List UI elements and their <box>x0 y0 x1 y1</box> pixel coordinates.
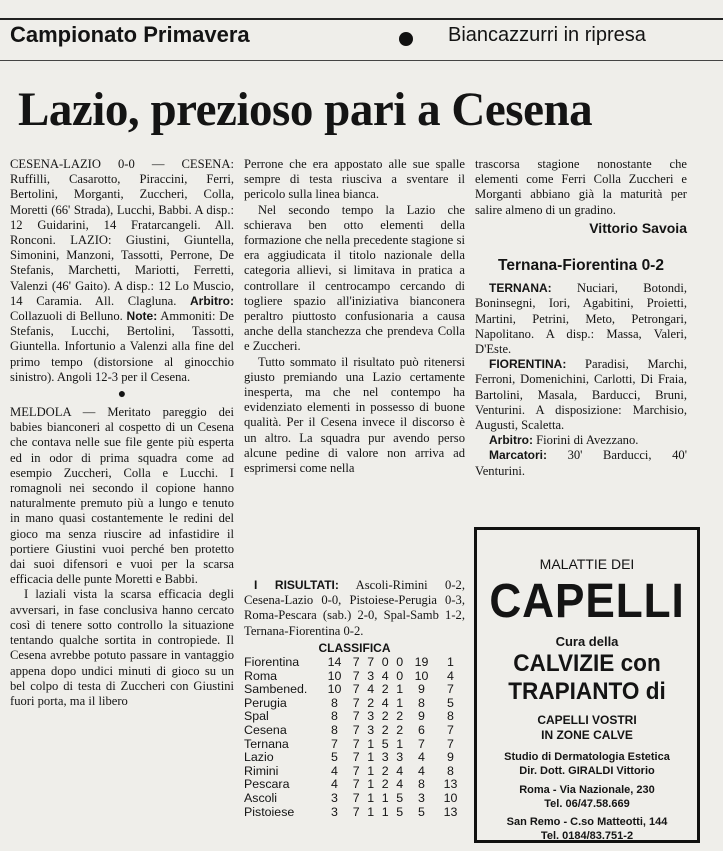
standings-row <box>244 724 465 738</box>
standings-cell-v: 1 <box>367 777 375 792</box>
standings-cell-pts: 3 <box>331 804 338 819</box>
results-box <box>244 578 465 819</box>
standings-cell-v: 1 <box>367 736 375 751</box>
standings-cell-v: 1 <box>367 790 375 805</box>
standings-cell-pts: 7 <box>331 736 338 751</box>
section-topic: Biancazzurri in ripresa <box>448 24 646 46</box>
standings-cell-v: 1 <box>367 750 375 765</box>
standings-cell-gf: 6 <box>418 722 425 737</box>
column-3 <box>475 157 687 479</box>
standings-row <box>244 778 465 792</box>
standings-cell-gs: 13 <box>443 777 458 792</box>
standings-cell-team: Lazio <box>244 750 274 765</box>
ad-line: San Remo - C.so Matteotti, 144 <box>506 816 668 828</box>
standings-cell-pts: 5 <box>331 750 338 765</box>
scorers-line: Marcatori: 30' Barducci, 40' Venturini. <box>475 448 687 478</box>
standings-row <box>244 710 465 724</box>
standings-row <box>244 656 465 670</box>
headline: Lazio, prezioso pari a Cesena <box>18 83 593 136</box>
standings-cell-pts: 3 <box>331 790 338 805</box>
standings-row <box>244 670 465 684</box>
standings-cell-p: 5 <box>396 790 404 805</box>
standings-cell-gs: 7 <box>447 682 454 697</box>
ad-line: Studio di Dermatologia Estetica <box>504 751 670 763</box>
match-lineup: CESENA-LAZIO 0-0 — CESENA: Ruffilli, Casarotto, Piraccini, Ferri, Bertolini, Morganti, Zuccheri, Colla, Moretti (66' Strada), Lucchi, Babbi. A disp.: 12 Guidarini, 14 Fratarcangeli. All. Ronconi. LAZIO: Giustini, Giuntella, Simonini, Manzoni, Tassotti, Perrone, De Stefanis, Marchetti, Mariotti, Ferretti, Valenzi (46' Gaito). A disp.: 12 Lo Muscio, 14 Caramia. All. Clagluna. Arbitro: Collazuoli di Belluno. Note: Ammoniti: De Stefanis, Lucchi, Bertolini, Tassotti, Giuntella. Infortunio a Valenzi alla fine del primo tempo (distorsione al ginocchio sinistro). Angoli 12-3 per il Cesena. <box>10 157 234 384</box>
standings-cell-pts: 4 <box>331 777 338 792</box>
standings-cell-p: 2 <box>396 709 404 724</box>
standings-cell-n: 0 <box>381 655 389 670</box>
standings-cell-p: 4 <box>396 777 404 792</box>
standings-cell-n: 2 <box>381 763 389 778</box>
standings-cell-team: Sambened. <box>244 682 308 697</box>
ad-line: Cura della <box>555 634 619 649</box>
standings-cell-n: 2 <box>381 682 389 697</box>
ad-line: Roma - Via Nazionale, 230 <box>519 784 655 796</box>
standings-cell-pts: 14 <box>327 655 342 670</box>
fiorentina-lineup: FIORENTINA: Paradisi, Marchi, Ferroni, Domenichini, Carlotti, Di Fraia, Bartolini, Masala, Barducci, Bruni, Venturini. A disposizione: Marchisio, Augusti, Scaletta. <box>475 357 687 433</box>
bullet-dot-icon <box>399 32 413 46</box>
standings-cell-n: 3 <box>381 750 389 765</box>
standings-cell-n: 4 <box>381 668 389 683</box>
standings-cell-g: 7 <box>352 763 360 778</box>
standings-cell-pts: 8 <box>331 709 338 724</box>
ad-line: MALATTIE DEI <box>539 556 635 572</box>
standings-cell-n: 2 <box>381 777 389 792</box>
standings-cell-p: 4 <box>396 763 404 778</box>
standings-row <box>244 765 465 779</box>
standings-row <box>244 683 465 697</box>
standings-cell-gf: 10 <box>414 668 429 683</box>
article-paragraph: Perrone che era appostato alle sue spalle sempre di testa riusciva a sventare il pericolo sulla linea bianca. <box>244 157 465 202</box>
standings-cell-p: 1 <box>396 736 404 751</box>
standings-row <box>244 792 465 806</box>
standings-cell-gf: 4 <box>418 750 425 765</box>
standings-cell-g: 7 <box>352 668 360 683</box>
standings-cell-gs: 8 <box>447 763 454 778</box>
standings-cell-v: 4 <box>367 682 375 697</box>
standings-cell-team: Rimini <box>244 763 279 778</box>
standings-cell-g: 7 <box>352 790 360 805</box>
standings-cell-p: 2 <box>396 722 404 737</box>
standings-cell-g: 7 <box>352 777 360 792</box>
standings-cell-v: 2 <box>367 695 375 710</box>
ad-title: CAPELLI <box>489 575 685 628</box>
ad-line: CAPELLI VOSTRI <box>537 713 637 727</box>
standings-cell-gs: 8 <box>447 709 454 724</box>
separator-bullet-icon: ● <box>117 387 127 403</box>
standings-cell-p: 0 <box>396 655 404 670</box>
standings-cell-pts: 10 <box>327 668 342 683</box>
standings-cell-gs: 9 <box>447 750 454 765</box>
article-paragraph: trascorsa stagione nonostante che elementi come Ferri Colla Zuccheri e Morganti abbiano già la maturità per salire almeno di un gradino. <box>475 157 687 217</box>
standings-cell-team: Roma <box>244 668 278 683</box>
ternana-lineup: TERNANA: Nuciari, Botondi, Boninsegni, Iori, Agabitini, Proietti, Martini, Petrini, Meto, Petrongari, Napolitano. A disp.: Massa, Valeri, D'Este. <box>475 281 687 357</box>
standings-cell-pts: 10 <box>327 682 342 697</box>
standings-cell-v: 3 <box>367 709 375 724</box>
standings-cell-gs: 10 <box>443 790 458 805</box>
standings-cell-gs: 1 <box>447 655 454 670</box>
standings-cell-gf: 7 <box>418 736 425 751</box>
standings-row <box>244 806 465 820</box>
standings-cell-team: Ascoli <box>244 790 278 805</box>
standings-cell-gf: 3 <box>418 790 425 805</box>
standings-cell-n: 1 <box>381 790 389 805</box>
standings-cell-p: 1 <box>396 695 404 710</box>
ad-line: TRAPIANTO di <box>508 678 666 705</box>
standings-row <box>244 738 465 752</box>
column-2 <box>244 157 465 476</box>
standings-cell-gf: 5 <box>418 804 425 819</box>
article-paragraph: MELDOLA — Meritato pareggio dei babies bianconeri al cospetto di un Cesena che contava nelle sue file gente più esperta ed in odor di prima squadra come ad esempio Zuccheri, Colla e Lucchi. I romagnoli nei secondo il copione hanno naturalmente premuto più a lungo e tenuto in mano quasi costantemente le redini del gioco ma senza riuscire ad infastidire il portiere Giustini vuoi perché ben protetto dai suoi difensori e vuoi per la scarsa efficacia delle punte Moretti e Babbi. <box>10 405 234 587</box>
ad-line: CALVIZIE con <box>513 650 661 677</box>
standings-cell-pts: 4 <box>331 763 338 778</box>
standings-cell-g: 7 <box>352 736 360 751</box>
article-paragraph: I laziali vista la scarsa efficacia degli avversari, in fase conclusiva hanno cercato così di tenere sotto controllo la situazione tentando qualche sortita in contropiede. Il Cesena avrebbe potuto passare in vantaggio appena dopo undici minuti di gioco su un bel colpo di testa di Zuccheri con Giustini fuori porta, ma il libero <box>10 587 234 708</box>
standings-cell-team: Perugia <box>244 695 287 710</box>
standings-cell-team: Ternana <box>244 736 289 751</box>
standings-cell-g: 7 <box>352 682 360 697</box>
standings-cell-n: 2 <box>381 709 389 724</box>
standings-cell-pts: 8 <box>331 695 338 710</box>
standings-cell-p: 5 <box>396 804 404 819</box>
standings-cell-v: 1 <box>367 804 375 819</box>
advertisement <box>474 527 700 843</box>
standings-cell-v: 1 <box>367 763 375 778</box>
standings-cell-p: 3 <box>396 750 404 765</box>
match-subhead: Ternana-Fiorentina 0-2 <box>498 257 664 275</box>
ad-line: IN ZONE CALVE <box>541 728 633 742</box>
standings-cell-gs: 5 <box>447 695 454 710</box>
standings-title: CLASSIFICA <box>318 640 391 655</box>
standings-cell-n: 1 <box>381 804 389 819</box>
referee-line: Arbitro: Fiorini di Avezzano. <box>489 433 639 448</box>
standings-row <box>244 751 465 765</box>
standings-cell-v: 7 <box>367 655 375 670</box>
standings-cell-n: 5 <box>381 736 389 751</box>
standings-cell-g: 7 <box>352 695 360 710</box>
standings-cell-gs: 7 <box>447 736 454 751</box>
byline: Vittorio Savoia <box>589 219 687 236</box>
standings-cell-team: Pistoiese <box>244 804 295 819</box>
ad-line: Tel. 0184/83.751-2 <box>540 830 634 842</box>
standings-cell-v: 3 <box>367 668 375 683</box>
standings-cell-gf: 19 <box>414 655 429 670</box>
article-paragraph: Nel secondo tempo la Lazio che schierava ben otto elementi della formazione che nella precedente stagione si era aggiudicata il titolo nazionale della categoria allievi, si limitava in pratica a controllare il centrocampo cercando di togliere spazio all'iniziativa bianconera peraltro piuttosto confusionaria a causa anche della stanchezza che prendeva Colla e Zuccheri. <box>244 202 465 354</box>
standings-cell-team: Pescara <box>244 777 290 792</box>
standings-cell-g: 7 <box>352 722 360 737</box>
section-kicker: Campionato Primavera <box>10 22 250 47</box>
standings-cell-gf: 8 <box>418 777 425 792</box>
standings-cell-gs: 7 <box>447 722 454 737</box>
standings-cell-gf: 4 <box>418 763 425 778</box>
results-text: I RISULTATI: Ascoli-Rimini 0-2, Cesena-Lazio 0-0, Pistoiese-Perugia 0-3, Roma-Pescara (sab.) 2-0, Spal-Samb 1-2, Ternana-Fiorentina 0-2. <box>244 578 465 638</box>
standings-cell-team: Fiorentina <box>244 655 300 670</box>
standings-cell-g: 7 <box>352 750 360 765</box>
standings-cell-gf: 9 <box>418 682 425 697</box>
standings-cell-gs: 13 <box>443 804 458 819</box>
column-1 <box>10 157 234 709</box>
standings-cell-p: 0 <box>396 668 404 683</box>
standings-cell-n: 4 <box>381 695 389 710</box>
standings-cell-pts: 8 <box>331 722 338 737</box>
standings-cell-gf: 9 <box>418 709 425 724</box>
ad-line: Tel. 06/47.58.669 <box>544 798 630 810</box>
standings-cell-v: 3 <box>367 722 375 737</box>
standings-cell-n: 2 <box>381 722 389 737</box>
standings-cell-gs: 4 <box>447 668 454 683</box>
ad-line: Dir. Dott. GIRALDI Vittorio <box>519 765 655 777</box>
standings-cell-g: 7 <box>352 709 360 724</box>
standings-cell-g: 7 <box>352 804 360 819</box>
standings-cell-team: Cesena <box>244 722 287 737</box>
standings-cell-g: 7 <box>352 655 360 670</box>
standings-cell-p: 1 <box>396 682 404 697</box>
standings-cell-team: Spal <box>244 709 269 724</box>
article-paragraph: Tutto sommato il risultato può ritenersi giusto premiando una Lazio certamente inesperta, ma che nel contempo ha evidenziato elementi in possesso di buone qualità. Per il Cesena invece il discorso è un altro. La squadra pur avendo perso alcune pedine di valore non arriva ad esprimersi come nella <box>244 354 465 476</box>
standings-cell-gf: 8 <box>418 695 425 710</box>
standings-table <box>244 656 465 819</box>
standings-row <box>244 697 465 711</box>
